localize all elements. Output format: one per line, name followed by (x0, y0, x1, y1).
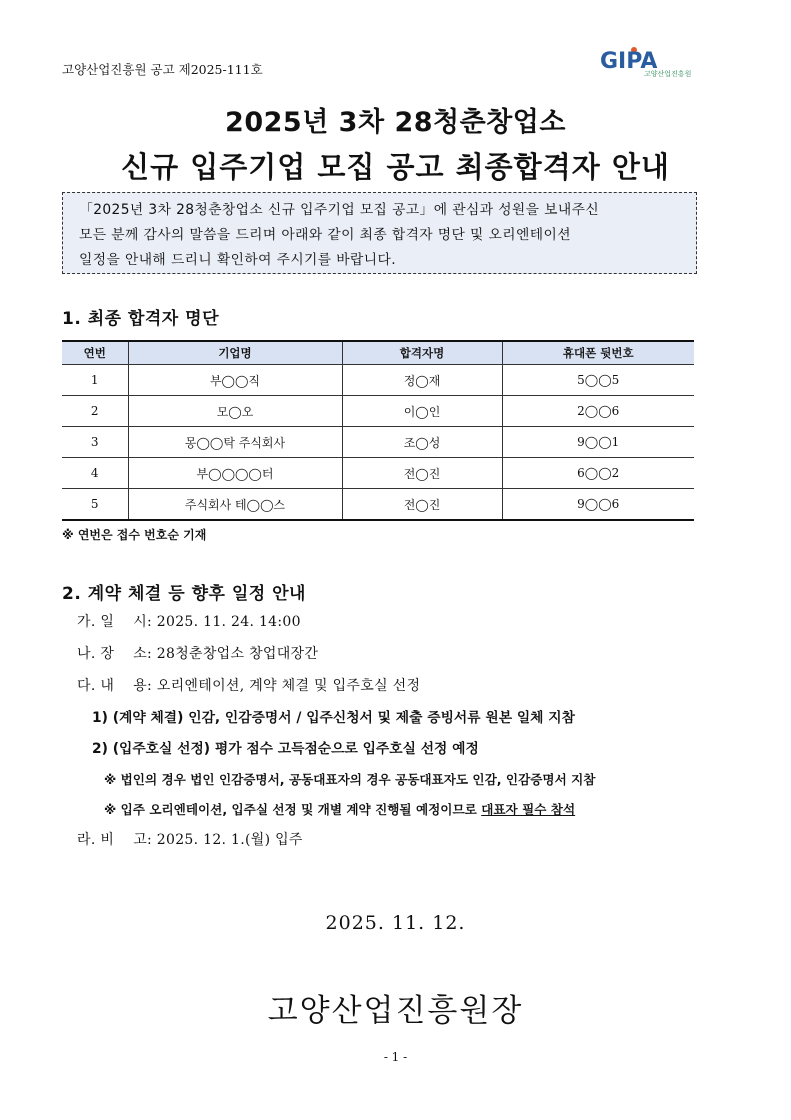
table-row (62, 365, 694, 396)
cell-phone: 6◯◯2 (502, 458, 694, 489)
table-header-row (62, 341, 694, 365)
cell-company: 부◯◯직 (128, 365, 342, 396)
intro-line: 「2025년 3차 28청춘창업소 신규 입주기업 모집 공고」에 관심과 성원을 보내주신 (79, 202, 600, 218)
intro-line: 모든 분께 감사의 말씀을 드리며 아래와 같이 최종 합격자 명단 및 오리엔테이션 (79, 227, 571, 243)
note-text: ※ 입주 오리엔테이션, 입주실 선정 및 개별 계약 진행될 예정이므로 (104, 802, 482, 817)
winners-table (62, 340, 694, 521)
intro-box (62, 192, 697, 274)
col-header-name: 합격자명 (342, 341, 502, 365)
schedule-remarks: 라. 비 고: 2025. 12. 1.(월) 입주 (77, 832, 303, 848)
cell-name: 전◯진 (342, 489, 502, 521)
table-row (62, 489, 694, 521)
cell-no: 1 (62, 365, 128, 396)
cell-phone: 2◯◯6 (502, 396, 694, 427)
svg-text:GIPA: GIPA (600, 49, 658, 74)
table-note: ※ 연번은 접수 번호순 기재 (62, 528, 207, 542)
cell-phone: 9◯◯6 (502, 489, 694, 521)
cell-no: 3 (62, 427, 128, 458)
issue-date: 2025. 11. 12. (325, 912, 466, 934)
table-row (62, 458, 694, 489)
cell-no: 2 (62, 396, 128, 427)
schedule-sub-contract: 1) (계약 체결) 인감, 인감증명서 / 입주신청서 및 제출 증빙서류 원본 일체 지참 (92, 710, 575, 726)
cell-name: 이◯인 (342, 396, 502, 427)
cell-company: 주식회사 테◯◯스 (128, 489, 342, 521)
svg-text:고양산업진흥원: 고양산업진흥원 (644, 70, 692, 78)
table-row (62, 396, 694, 427)
notice-number: 고양산업진흥원 공고 제2025-111호 (62, 62, 263, 77)
cell-phone: 5◯◯5 (502, 365, 694, 396)
cell-phone: 9◯◯1 (502, 427, 694, 458)
gipa-logo (598, 44, 698, 78)
note-emphasis: 대표자 필수 참석 (481, 802, 576, 817)
section1-heading: 1. 최종 합격자 명단 (62, 309, 219, 329)
col-header-phone: 휴대폰 뒷번호 (502, 341, 694, 365)
intro-line: 일정을 안내해 드리니 확인하여 주시기를 바랍니다. (79, 252, 396, 268)
table-row (62, 427, 694, 458)
page-title-line1: 2025년 3차 28청춘창업소 (225, 107, 566, 138)
schedule-note-corporate: ※ 법인의 경우 법인 인감증명서, 공동대표자의 경우 공동대표자도 인감, 인감증명서 지참 (104, 772, 596, 787)
col-header-company: 기업명 (128, 341, 342, 365)
signature: 고양산업진흥원장 (267, 993, 524, 1029)
cell-name: 전◯진 (342, 458, 502, 489)
col-header-no: 연번 (62, 341, 128, 365)
cell-name: 정◯재 (342, 365, 502, 396)
schedule-datetime: 가. 일 시: 2025. 11. 24. 14:00 (77, 614, 301, 630)
schedule-sub-room: 2) (입주호실 선정) 평가 점수 고득점순으로 입주호실 선정 예정 (92, 741, 479, 757)
schedule-note-attendance (104, 799, 575, 818)
page-title-line2: 신규 입주기업 모집 공고 최종합격자 안내 (121, 150, 670, 184)
cell-company: 몽◯◯탁 주식회사 (128, 427, 342, 458)
cell-company: 모◯오 (128, 396, 342, 427)
page-number: - 1 - (383, 1050, 408, 1064)
cell-name: 조◯성 (342, 427, 502, 458)
section2-heading: 2. 계약 체결 등 향후 일정 안내 (62, 584, 306, 604)
cell-no: 5 (62, 489, 128, 521)
cell-no: 4 (62, 458, 128, 489)
schedule-location: 나. 장 소: 28청춘창업소 창업대장간 (77, 646, 319, 662)
schedule-content: 다. 내 용: 오리엔테이션, 계약 체결 및 입주호실 선정 (77, 678, 421, 694)
cell-company: 부◯◯◯◯터 (128, 458, 342, 489)
